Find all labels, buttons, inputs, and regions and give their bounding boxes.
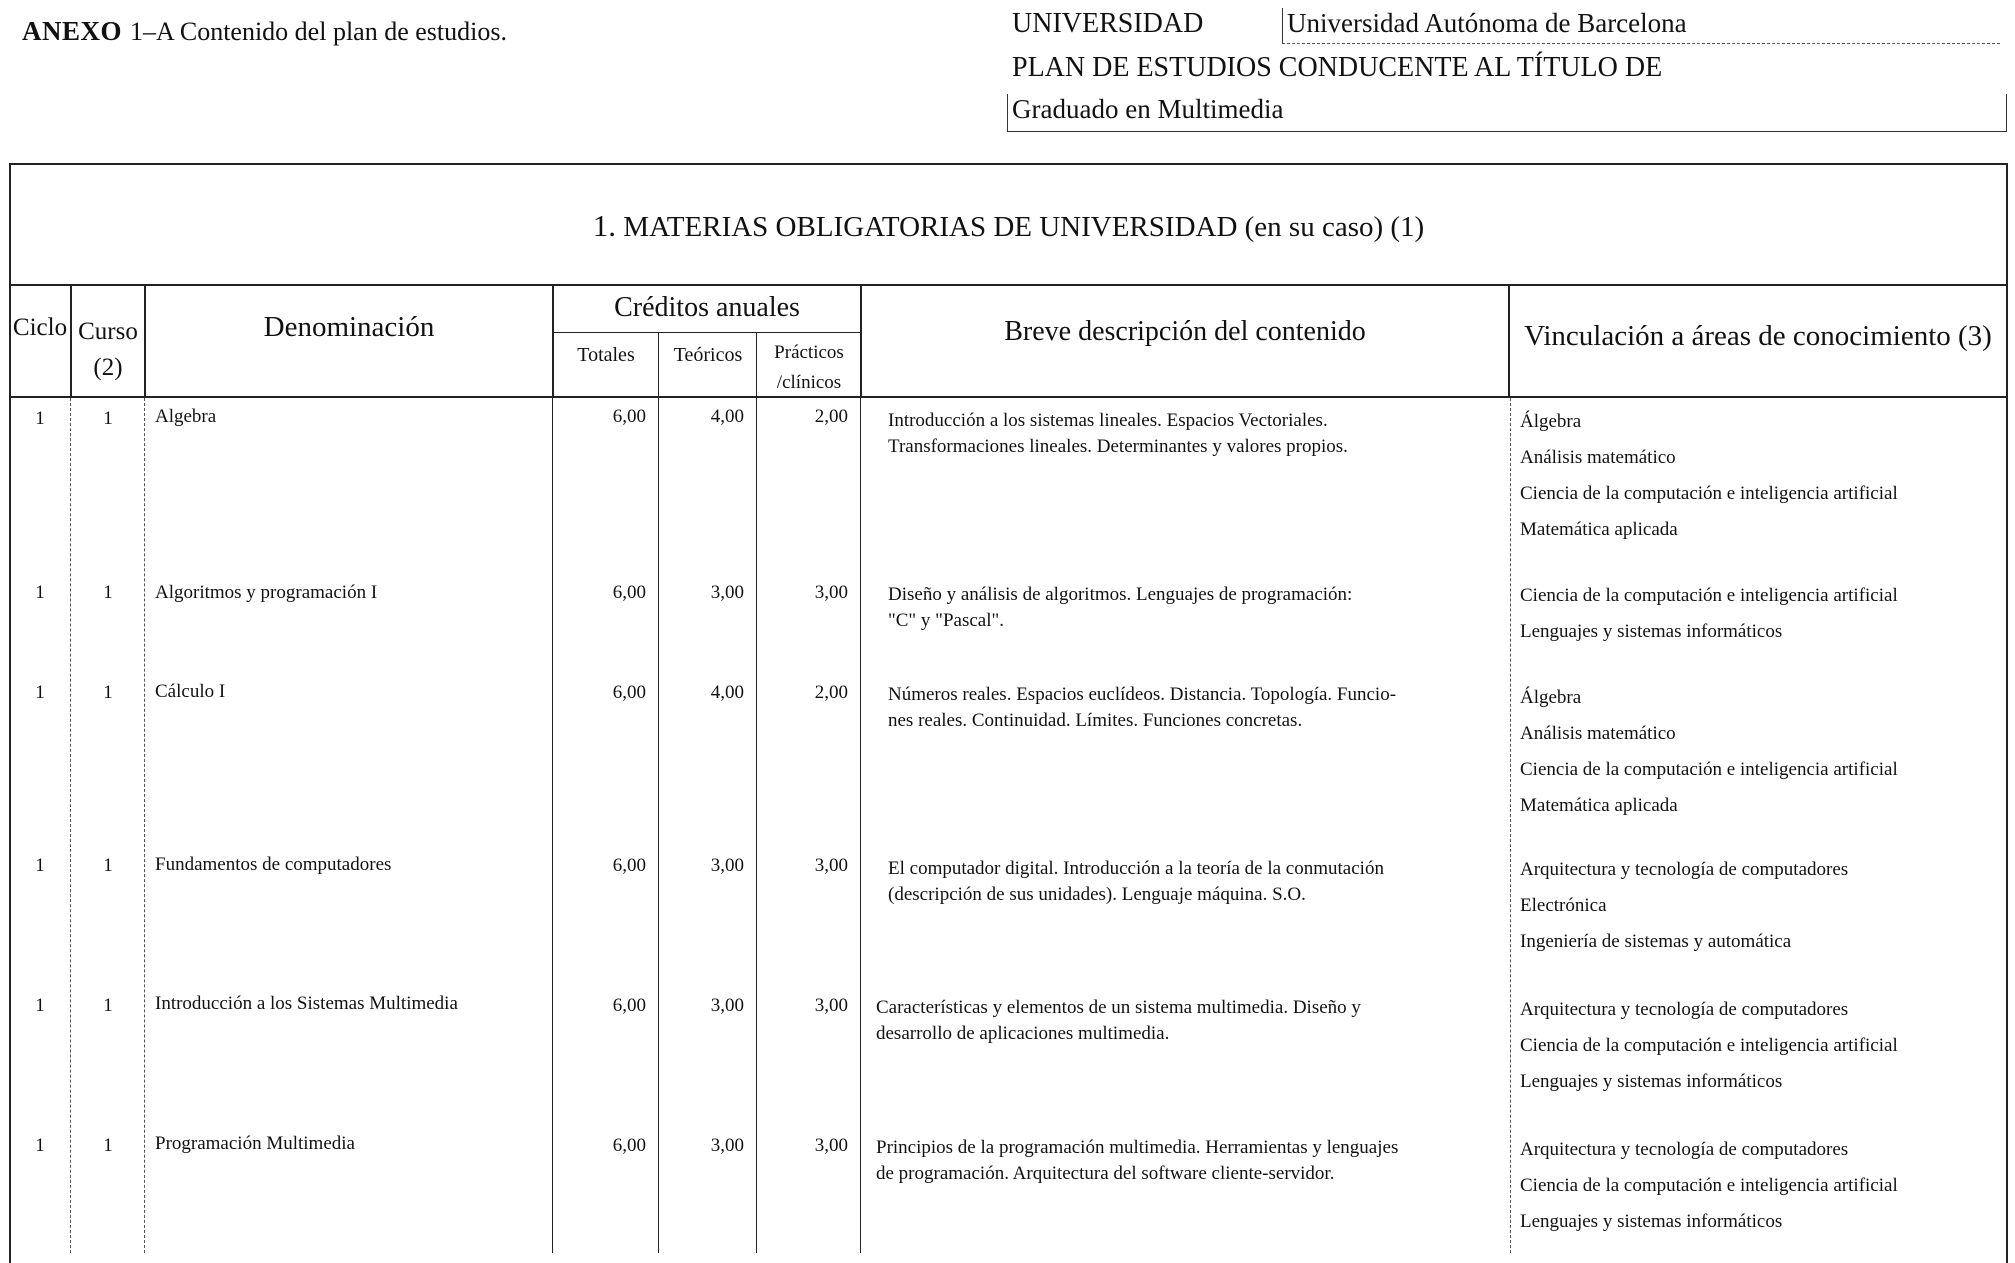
desc-line: Números reales. Espacios euclídeos. Distancia. Topología. Funcio- — [888, 684, 1397, 705]
desc-line: de programación. Arquitectura del software cliente-servidor. — [876, 1163, 1335, 1184]
area-item: Ciencia de la computación e inteligencia artificial — [1520, 1175, 1898, 1196]
row-descripcion — [876, 995, 1466, 1047]
row-teoricos: 4,00 — [710, 406, 744, 427]
area-item: Ciencia de la computación e inteligencia artificial — [1520, 483, 1898, 504]
row-curso: 1 — [103, 1135, 113, 1156]
desc-line: Diseño y análisis de algoritmos. Lenguajes de programación: — [888, 584, 1353, 605]
desc-line: nes reales. Continuidad. Límites. Funciones concretas. — [888, 710, 1303, 731]
row-curso: 1 — [103, 855, 113, 876]
desc-line: desarrollo de aplicaciones multimedia. — [876, 1023, 1170, 1044]
desc-line: Principios de la programación multimedia. Herramientas y lenguajes — [876, 1137, 1399, 1158]
area-item: Lenguajes y sistemas informáticos — [1520, 1071, 1783, 1092]
area-item: Arquitectura y tecnología de computadores — [1520, 859, 1849, 880]
row-denominacion: Cálculo I — [155, 681, 226, 702]
desc-line: Transformaciones lineales. Determinantes y valores propios. — [888, 436, 1348, 457]
col-header-creditos: Créditos anuales — [614, 292, 800, 323]
area-item: Ciencia de la computación e inteligencia artificial — [1520, 1035, 1898, 1056]
plan-label: PLAN DE ESTUDIOS CONDUCENTE AL TÍTULO DE — [1012, 52, 1663, 83]
curso-note: (2) — [93, 354, 123, 381]
row-curso: 1 — [103, 682, 113, 703]
col-header-ciclo: Ciclo — [12, 314, 68, 341]
row-practicos: 3,00 — [814, 855, 848, 876]
area-item: Análisis matemático — [1520, 447, 1676, 468]
anexo-text: 1–A Contenido del plan de estudios. — [130, 17, 507, 46]
area-item: Matemática aplicada — [1520, 519, 1678, 540]
desc-line: (descripción de sus unidades). Lenguaje máquina. S.O. — [888, 884, 1306, 905]
col-sep-dashed — [144, 398, 145, 1253]
col-header-vinculacion: Vinculación a áreas de conocimiento (3) — [1524, 320, 1992, 352]
area-item: Matemática aplicada — [1520, 795, 1678, 816]
row-ciclo: 1 — [35, 408, 45, 429]
col-header-practicos — [758, 338, 860, 398]
titulo-field: Graduado en Multimedia — [1007, 94, 2007, 132]
row-ciclo: 1 — [35, 682, 45, 703]
row-denominacion: Introducción a los Sistemas Multimedia — [155, 993, 458, 1014]
col-header-totales: Totales — [577, 344, 635, 366]
row-teoricos: 3,00 — [710, 855, 744, 876]
desc-line: El computador digital. Introducción a la teoría de la conmutación — [888, 858, 1384, 879]
desc-line: "C" y "Pascal". — [888, 610, 1004, 631]
row-practicos: 3,00 — [814, 582, 848, 603]
col-sep — [756, 332, 757, 396]
col-sep — [756, 398, 757, 1253]
area-item: Análisis matemático — [1520, 723, 1676, 744]
col-header-denominacion: Denominación — [263, 311, 435, 343]
col-header-curso — [72, 314, 144, 386]
row-areas — [1520, 578, 2006, 650]
row-ciclo: 1 — [35, 1135, 45, 1156]
row-totales: 6,00 — [612, 995, 646, 1016]
col-header-descripcion: Breve descripción del contenido — [1004, 316, 1366, 347]
desc-line: Características y elementos de un sistema multimedia. Diseño y — [876, 997, 1361, 1018]
area-item: Ingeniería de sistemas y automática — [1520, 931, 1792, 952]
row-practicos: 2,00 — [814, 682, 848, 703]
row-practicos: 2,00 — [814, 406, 848, 427]
universidad-label: UNIVERSIDAD — [1012, 8, 1204, 39]
row-areas — [1520, 852, 2006, 960]
section-number: 1. — [592, 208, 617, 243]
row-totales: 6,00 — [612, 682, 646, 703]
row-ciclo: 1 — [35, 582, 45, 603]
row-teoricos: 3,00 — [710, 1135, 744, 1156]
row-denominacion: Algebra — [155, 406, 217, 427]
desc-line: Introducción a los sistemas lineales. Espacios Vectoriales. — [888, 410, 1328, 431]
table-right-edge — [2006, 284, 2008, 1253]
row-denominacion: Fundamentos de computadores — [155, 854, 392, 875]
row-totales: 6,00 — [612, 855, 646, 876]
area-item: Ciencia de la computación e inteligencia artificial — [1520, 585, 1898, 606]
row-teoricos: 4,00 — [710, 682, 744, 703]
area-item: Lenguajes y sistemas informáticos — [1520, 621, 1783, 642]
area-item: Lenguajes y sistemas informáticos — [1520, 1211, 1783, 1232]
credits-subheader-line — [554, 332, 860, 333]
header-bottom-line — [9, 396, 2008, 398]
col-header-teoricos: Teóricos — [673, 344, 743, 366]
row-practicos: 3,00 — [814, 1135, 848, 1156]
row-totales: 6,00 — [612, 1135, 646, 1156]
row-descripcion — [888, 408, 1478, 460]
area-item: Arquitectura y tecnología de computadores — [1520, 999, 1849, 1020]
universidad-field: Universidad Autónoma de Barcelona — [1282, 8, 2000, 44]
area-item: Arquitectura y tecnología de computadores — [1520, 1139, 1849, 1160]
row-areas — [1520, 404, 2006, 548]
anexo-heading — [22, 16, 507, 47]
row-descripcion — [888, 856, 1478, 908]
row-areas — [1520, 992, 2006, 1100]
area-item: Ciencia de la computación e inteligencia artificial — [1520, 759, 1898, 780]
anexo-label: ANEXO — [22, 16, 123, 46]
row-denominacion: Programación Multimedia — [155, 1133, 355, 1154]
header-top-line — [9, 284, 2008, 286]
col-sep — [658, 398, 659, 1253]
row-ciclo: 1 — [35, 995, 45, 1016]
row-practicos: 3,00 — [814, 995, 848, 1016]
row-totales: 6,00 — [612, 406, 646, 427]
practicos-line-2: /clínicos — [776, 372, 842, 393]
col-sep-dashed — [1510, 398, 1511, 1253]
col-sep-dashed — [70, 398, 71, 1253]
section-title-text: MATERIAS OBLIGATORIAS DE UNIVERSIDAD (en su caso) (1) — [623, 211, 1425, 243]
row-teoricos: 3,00 — [710, 995, 744, 1016]
row-totales: 6,00 — [612, 582, 646, 603]
row-teoricos: 3,00 — [710, 582, 744, 603]
col-sep — [860, 398, 861, 1253]
section-title — [9, 208, 2008, 244]
row-denominacion: Algoritmos y programación I — [155, 582, 378, 603]
row-descripcion — [888, 582, 1478, 634]
row-areas — [1520, 680, 2006, 824]
row-descripcion — [888, 682, 1478, 734]
area-item: Álgebra — [1520, 687, 1582, 708]
col-sep — [658, 332, 659, 396]
practicos-line-1: Prácticos — [774, 342, 844, 363]
row-areas — [1520, 1132, 2006, 1240]
col-sep — [552, 398, 553, 1253]
row-descripcion — [876, 1135, 1466, 1187]
curso-label: Curso — [78, 318, 138, 345]
row-curso: 1 — [103, 582, 113, 603]
row-curso: 1 — [103, 408, 113, 429]
row-curso: 1 — [103, 995, 113, 1016]
area-item: Álgebra — [1520, 411, 1582, 432]
row-ciclo: 1 — [35, 855, 45, 876]
area-item: Electrónica — [1520, 895, 1607, 916]
